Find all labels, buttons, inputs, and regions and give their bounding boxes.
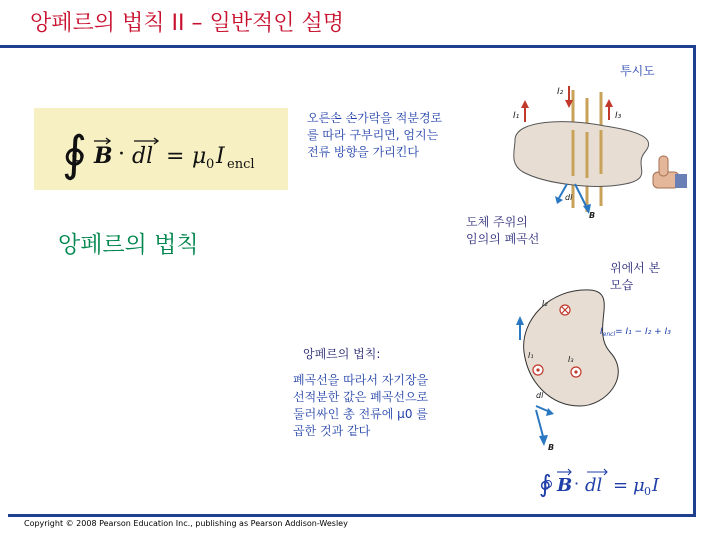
law-line: 둘러싸인 총 전류에 μ0 를 — [293, 407, 428, 421]
current-out-of-page-icon — [536, 368, 539, 371]
note-line: 오른손 손가락을 적분경로 — [307, 111, 443, 125]
note-line: 위에서 본 — [610, 261, 661, 275]
perspective-figure — [505, 80, 690, 220]
note-line: 모습 — [610, 278, 634, 292]
svg-text:I₁: I₁ — [513, 111, 520, 121]
formula-zero: 0 — [206, 157, 215, 172]
svg-text:I₂: I₂ — [542, 299, 548, 308]
ampere-law-label: 앙페르의 법칙 — [58, 232, 199, 258]
svg-text:I₃: I₃ — [568, 355, 574, 364]
integration-loop — [514, 122, 649, 187]
current-arrow-icon — [605, 99, 613, 107]
svg-text:B: B — [589, 211, 596, 220]
formula-equals: = — [166, 144, 185, 169]
perspective-label: 투시도 — [620, 64, 655, 78]
integral-sign: ∮ — [539, 470, 552, 498]
svg-text:=: = — [613, 475, 629, 496]
svg-text:I₃: I₃ — [615, 111, 622, 121]
svg-text:·: · — [574, 474, 580, 493]
svg-text:μ: μ — [633, 475, 645, 496]
formula-mu: μ — [192, 144, 207, 169]
svg-text:I₂: I₂ — [557, 87, 564, 97]
top-view-loop — [524, 290, 619, 406]
bottom-rule — [8, 514, 694, 517]
formula-dot: · — [118, 142, 125, 167]
law-statement — [293, 372, 513, 440]
current-arrow-icon — [521, 100, 529, 108]
right-rule — [693, 45, 696, 517]
law-heading: 앙페르의 법칙: — [303, 347, 381, 361]
law-line: 곱한 것과 같다 — [293, 424, 371, 438]
note-line: 를 따라 구부리면, 엄지는 — [307, 128, 439, 142]
integral-sign: ∮ — [62, 126, 88, 182]
slide-title: 앙페르의 법칙 II – 일반적인 설명 — [30, 11, 344, 36]
note-line: 전류 방향을 가리킨다 — [307, 145, 419, 159]
svg-text:0: 0 — [644, 485, 651, 498]
formula-dl: dl — [132, 144, 154, 169]
svg-text:I₁: I₁ — [528, 351, 534, 360]
top-rule — [0, 45, 695, 48]
law-line: 폐곡선을 따라서 자기장을 — [293, 373, 429, 387]
law-line: 선적분한 값은 폐곡선으로 — [293, 390, 429, 404]
ampere-formula — [34, 108, 288, 190]
svg-text:B: B — [557, 475, 573, 496]
svg-text:dl: dl — [536, 391, 544, 400]
formula-B: B — [94, 143, 113, 169]
svg-text:dl: dl — [565, 193, 573, 202]
encl-expression: $I_{encl}= I_1 - I_2 + I_3$ — [600, 327, 671, 338]
svg-text:B: B — [548, 443, 555, 452]
bottom-formula — [535, 458, 685, 504]
right-hand-grip-note — [307, 110, 507, 161]
copyright-notice: Copyright © 2008 Pearson Education Inc., publishing as Pearson Addison-Wesley — [24, 519, 348, 528]
note-line: 도체 주위의 — [466, 215, 528, 229]
svg-text:I: I — [652, 475, 660, 496]
note-line: 임의의 폐곡선 — [466, 232, 540, 246]
thumbs-up-icon — [653, 156, 687, 188]
formula-I: I — [216, 144, 225, 169]
current-out-of-page-icon — [574, 370, 577, 373]
current-arrow-icon — [516, 316, 524, 325]
formula-encl: encl — [227, 157, 255, 172]
svg-text:dl: dl — [585, 475, 603, 496]
top-view-figure — [510, 280, 685, 458]
